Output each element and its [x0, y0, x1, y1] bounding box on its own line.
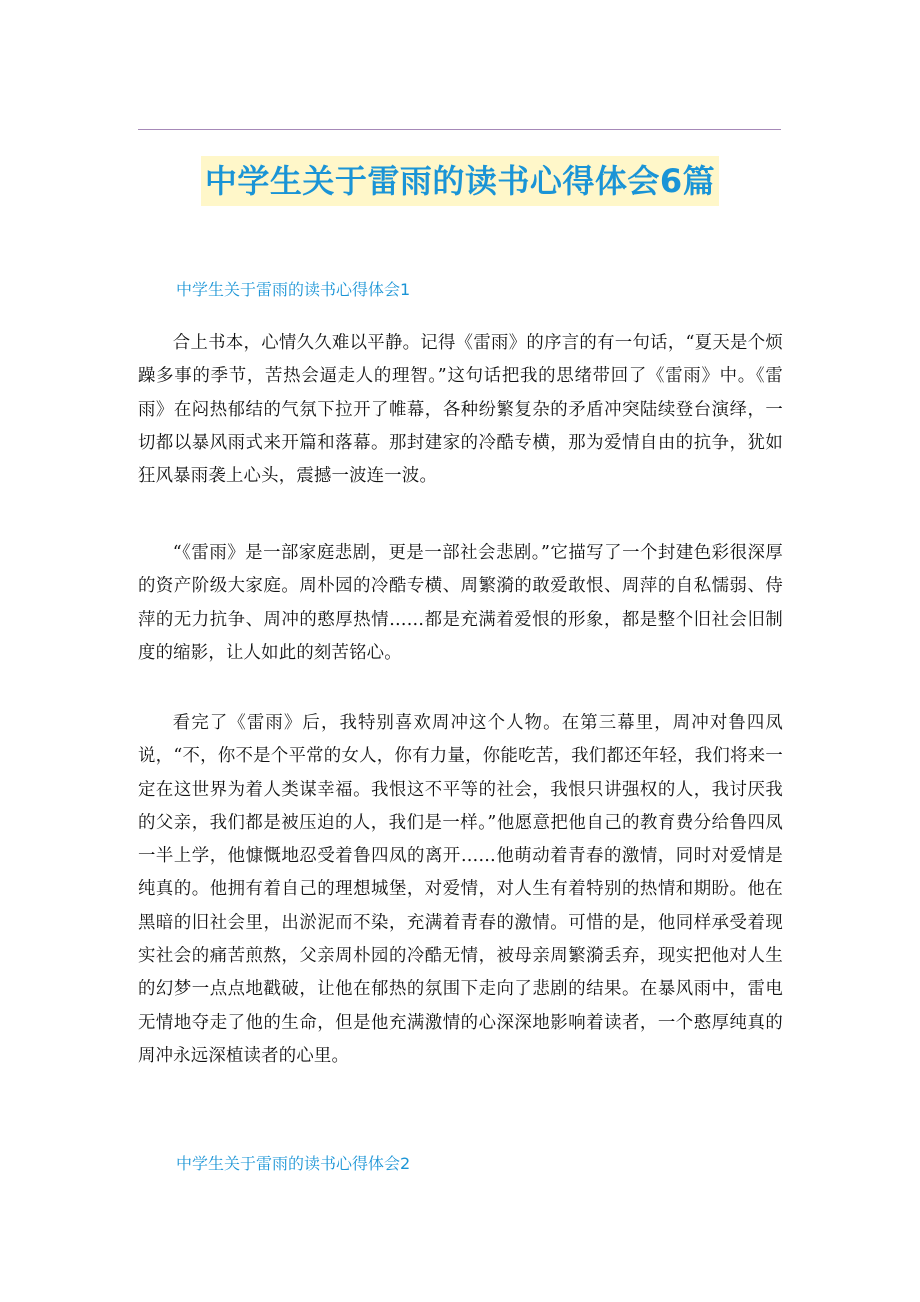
document-title: 中学生关于雷雨的读书心得体会6篇	[201, 156, 719, 206]
title-container	[0, 156, 920, 206]
paragraph-3: 看完了《雷雨》后，我特别喜欢周冲这个人物。在第三幕里，周冲对鲁四凤说，“不，你不是个平常的女人，你有力量，你能吃苦，我们都还年轻，我们将来一定在这世界为着人类谋幸福。我恨这不平等的社会，我恨只讲强权的人，我讨厌我的父亲，我们都是被压迫的人，我们是一样。”他愿意把他自己的教育费分给鲁四凤一半上学，他慷慨地忍受着鲁四凤的离开……他萌动着青春的激情，同时对爱情是纯真的。他拥有着自己的理想城堡，对爱情，对人生有着特别的热情和期盼。他在黑暗的旧社会里，出淤泥而不染，充满着青春的激情。可惜的是，他同样承受着现实社会的痛苦煎熬，父亲周朴园的冷酷无情，被母亲周繁漪丢弃，现实把他对人生的幻梦一点点地戳破，让他在郁热的氛围下走向了悲剧的结果。在暴风雨中，雷电无情地夺走了他的生命，但是他充满激情的心深深地影响着读者，一个憨厚纯真的周冲永远深植读者的心里。	[138, 713, 783, 1066]
paragraph-2: “《雷雨》是一部家庭悲剧，更是一部社会悲剧。”它描写了一个封建色彩很深厚的资产阶级大家庭。周朴园的冷酷专横、周繁漪的敢爱敢恨、周萍的自私懦弱、侍萍的无力抗争、周冲的憨厚热情……都是充满着爱恨的形象，都是整个旧社会旧制度的缩影，让人如此的刻苦铭心。	[138, 543, 783, 663]
top-divider	[138, 129, 781, 130]
section-heading-2: 中学生关于雷雨的读书心得体会2	[176, 1154, 411, 1173]
paragraph-1: 合上书本，心情久久难以平静。记得《雷雨》的序言的有一句话，“夏天是个烦躁多事的季节，苦热会逼走人的理智。”这句话把我的思绪带回了《雷雨》中。《雷雨》在闷热郁结的气氛下拉开了帷幕，各种纷繁复杂的矛盾冲突陆续登台演绎，一切都以暴风雨式来开篇和落幕。那封建家的冷酷专横，那为爱情自由的抗争，犹如狂风暴雨袭上心头，震撼一波连一波。	[138, 333, 783, 487]
section-heading-1: 中学生关于雷雨的读书心得体会1	[176, 280, 411, 299]
